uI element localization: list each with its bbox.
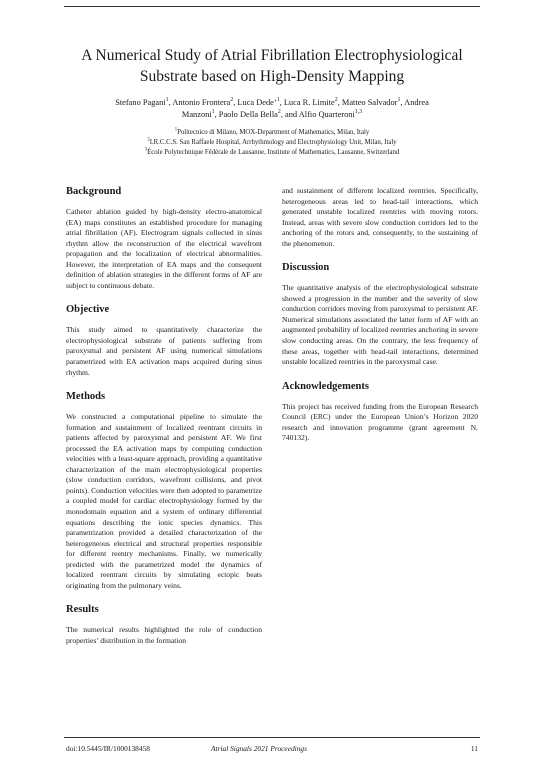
- proceedings-name: Atrial Signals 2021 Proceedings: [211, 744, 308, 753]
- results-text-start: The numerical results highlighted the role of conduction properties’ distribution in the formation: [66, 625, 262, 645]
- background-text: Catheter ablation guided by high-density electro-anatomical (EA) maps constitutes an established procedure for managing atrial fibrillation (AF). Electrogram signals collected in sinus rhythm allow the reconstruction of the electrical wavefront propagation and the localization of electrical abnormalities. However, the interpretation of EA maps and the consequent definition of ablation strategies in the different forms of AF are subject to continuous debate.: [66, 207, 262, 290]
- affiliation: [60, 148, 484, 158]
- authors-line-1: Stefano Pagani$^1$, Antonio Frontera$^2$, Luca Dede’$^1$, Luca R. Limite$^2$, Matteo Salvador$^1$, Andrea: [115, 97, 429, 107]
- objective-text: This study aimed to quantitatively characterize the electrophysiological substrate of patients suffering from paroxysmal and persistent AF using numerical simulations parametrized with EA activation maps acquired during sinus rhythm.: [66, 325, 262, 377]
- author-list: [60, 97, 484, 121]
- affiliation-mark: 2: [147, 137, 150, 143]
- right-column: [282, 186, 478, 457]
- page-footer: [66, 744, 478, 753]
- author-name: Paolo Della Bella: [218, 110, 278, 119]
- discussion-heading: Discussion: [282, 262, 330, 274]
- author-affiliation-mark: 2: [277, 109, 281, 116]
- affiliation: [60, 138, 484, 148]
- author-name: Luca R. Limite: [283, 98, 335, 107]
- author-affiliation-mark: 1: [397, 97, 401, 104]
- affiliation-mark: 3: [144, 147, 148, 153]
- objective-heading: Objective: [66, 304, 110, 316]
- results-text-continued: and sustainment of different localized reentries. Specifically, heterogeneous areas led to head-tail interactions, which generated unstable localized reentries with moving rotors. Instead, areas with severe slow conduction corridors led to the anchoring of the rotors and, consequently, to the sustaining of the phenomenon.: [282, 186, 478, 248]
- author-affiliation-mark: 1: [165, 97, 169, 104]
- author-affiliation-mark: 1: [276, 97, 280, 104]
- author-affiliation-mark: 1,3: [354, 109, 363, 116]
- author-affiliation-mark: 2: [230, 97, 234, 104]
- affiliation-text: Politecnico di Milano, MOX-Department of Mathematics, Milan, Italy: [177, 129, 370, 136]
- affiliation: [60, 128, 484, 138]
- affiliation-list: [60, 128, 484, 158]
- affiliation-mark: 1: [174, 127, 178, 133]
- doi-link[interactable]: doi:10.5445/IR/1000138458: [66, 744, 150, 753]
- discussion-text: The quantitative analysis of the electrophysiological substrate showed a progression in the number and the severity of slow conduction corridors moving from paroxysmal to persistent AF. Numerical simulations associated the latter form of AF with an augmented probability of localized reentries anchoring in severe slow conducting areas. On the contrary, the less frequency of these areas, together with head-tail interactions, determined unstable localized reentries in the paroxysmal case.: [282, 283, 478, 367]
- footer-rule: [64, 737, 480, 738]
- affiliation-text: École Polytechnique Fédérale de Lausanne, Institute of Mathematics, Lausanne, Switzerland: [147, 149, 400, 156]
- left-column: [66, 186, 262, 660]
- author-name: Stefano Pagani: [115, 98, 166, 107]
- authors-line-2: Manzoni$^1$, Paolo Della Bella$^2$, and Alfio Quarteroni$^{1,3}$: [181, 109, 363, 119]
- author-name: and Alfio Quarteroni: [285, 110, 355, 119]
- background-heading: Background: [66, 186, 122, 197]
- acknowledgements-text: This project has received funding from the European Research Council (ERC) under the European Union’s Horizon 2020 research and innovation programme (grant agreement N. 740132).: [282, 401, 478, 443]
- title-line-1: A Numerical Study of Atrial Fibrillation Electrophysiological: [81, 47, 463, 64]
- acknowledgements-heading: Acknowledgements: [282, 380, 369, 392]
- paper-title: [40, 45, 504, 87]
- methods-heading: Methods: [66, 391, 106, 403]
- header-rule: [64, 6, 480, 7]
- author-name: Matteo Salvador: [341, 98, 398, 107]
- author-affiliation-mark: 1: [211, 109, 215, 116]
- author-affiliation-mark: 2: [334, 97, 338, 104]
- methods-text: We constructed a computational pipeline to simulate the formation and sustainment of localized reentrant circuits in patients affected by paroxysmal and persistent AF. We first processed the EA activation maps by computing conduction velocities with a least-square approach, providing a quantitative characterization of the main electrophysiological properties (slow conduction corridors, wavefront collisions, and pivot points). Conduction velocities were then adopted to parametrize a coupled model for cardiac electrophysiology formed by the monodomain equation and a system of ordinary differential equations describing the ionic species dynamics. This parametrization provided a detailed characterization of the heterogeneous electrical and structural properties responsible for different reentry mechanisms. Finally, we numerically predicted with the parametrized model the dynamics of localized reentrant circuits by simulating ectopic beats originating from the pulmonary veins.: [66, 412, 262, 590]
- author-name: Antonio Frontera: [172, 98, 231, 107]
- page-number: 11: [470, 744, 478, 753]
- affiliation-text: I.R.C.C.S. San Raffaele Hospital, Arrhythmology and Electrophysiology Unit, Milan, Italy: [149, 139, 397, 146]
- author-name: Manzoni: [181, 110, 212, 119]
- author-name: Luca Dede’: [237, 98, 277, 107]
- results-heading: Results: [66, 604, 99, 616]
- author-name: Andrea: [404, 98, 429, 107]
- title-line-2: Substrate based on High-Density Mapping: [139, 68, 405, 85]
